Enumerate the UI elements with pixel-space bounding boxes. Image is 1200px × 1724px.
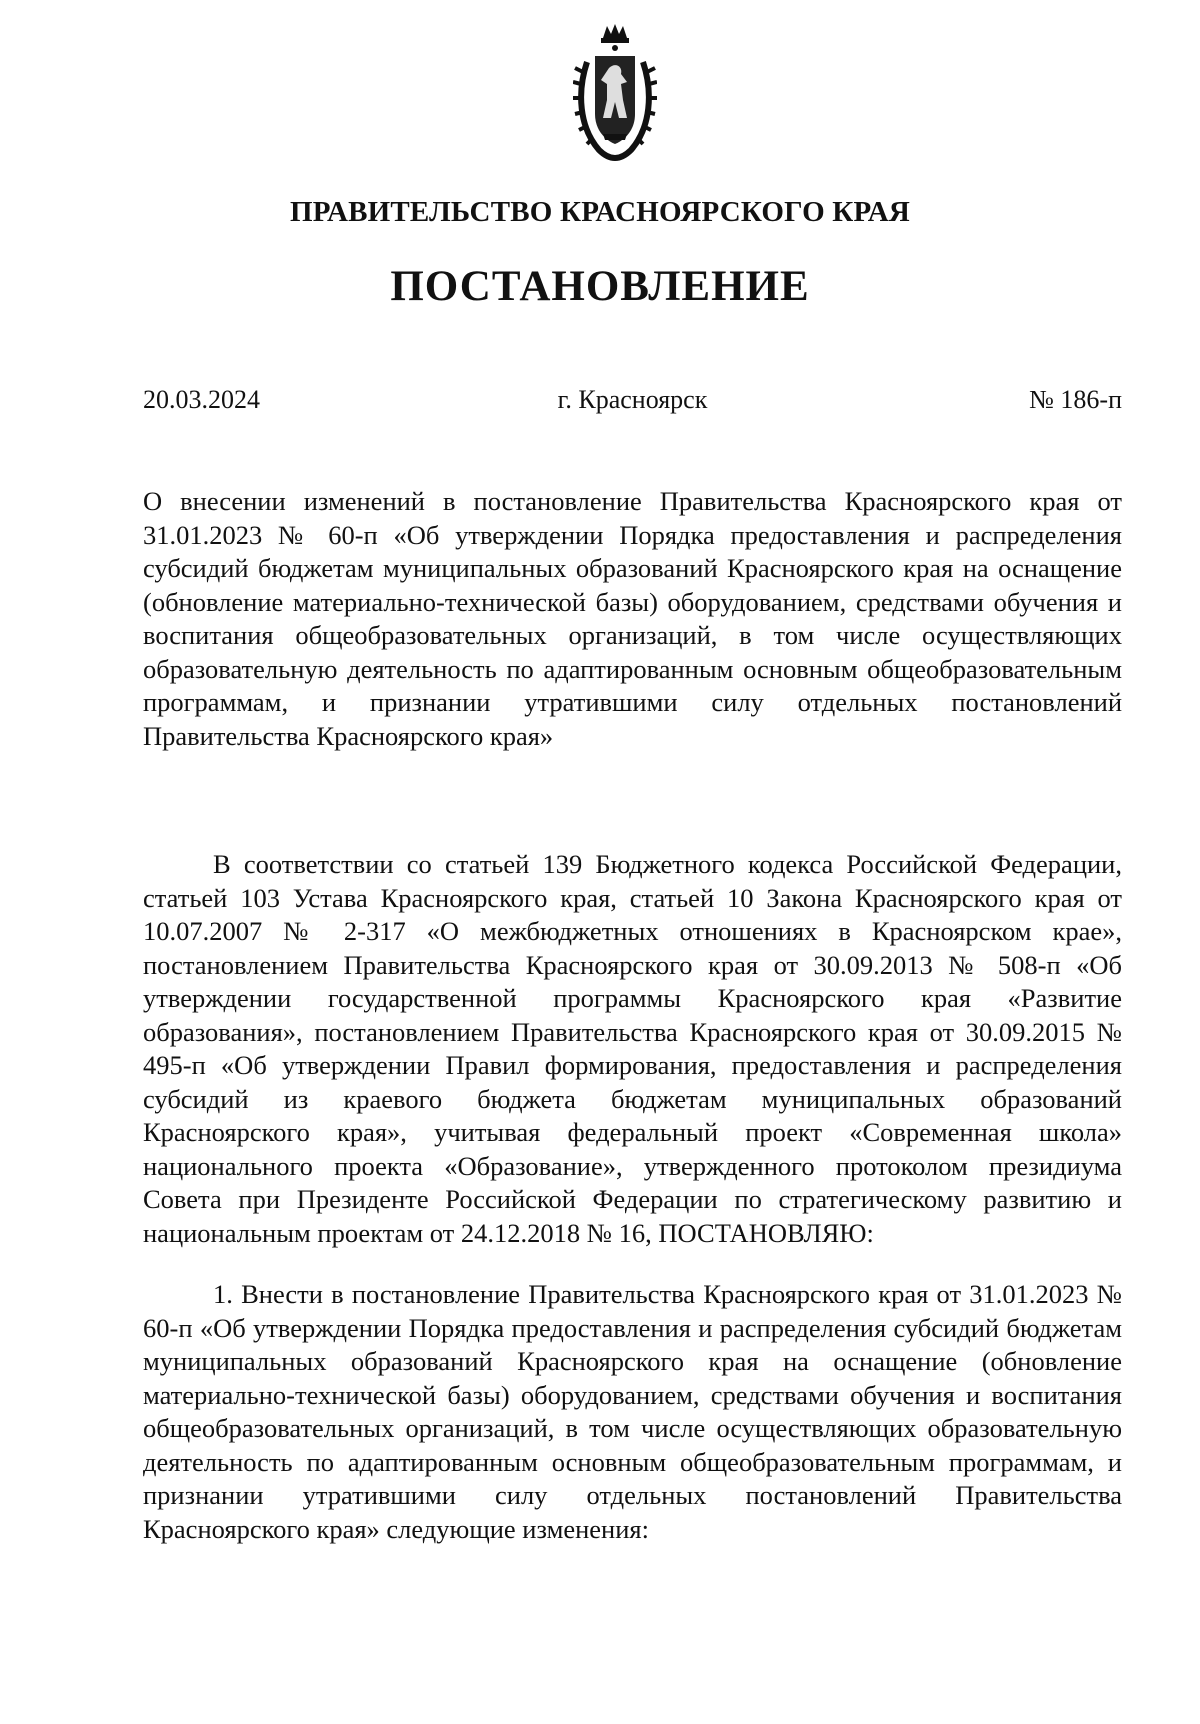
- document-city: г. Красноярск: [557, 385, 708, 414]
- document-date: 20.03.2024: [143, 385, 260, 414]
- document-type-title: ПОСТАНОВЛЕНИЕ: [390, 263, 810, 310]
- document-meta-row: [143, 385, 1122, 421]
- organization-name: ПРАВИТЕЛЬСТВО КРАСНОЯРСКОГО КРАЯ: [289, 196, 911, 228]
- document-number: № 186-п: [1029, 385, 1122, 414]
- coat-of-arms-icon: [573, 22, 657, 162]
- document-item-1: 1. Внести в постановление Правительства Красноярского края от 31.01.2023 № 60-п «Об утверждении Порядка предоставления и распределения субсидий бюджетам муниципальных образований Красноярского края на оснащение (обновление материально-технической базы) оборудованием, средствами обучения и воспитания общеобразовательных организаций, в том числе осуществляющих образовательную деятельность по адаптированным основным общеобразовательным программам, и признании утратившими силу отдельных постановлений Правительства Красноярского края» следующие изменения:: [143, 1279, 1122, 1544]
- document-subject: О внесении изменений в постановление Правительства Красноярского края от 31.01.2023 № 60-п «Об утверждении Порядка предоставления и распределения субсидий бюджетам муниципальных образований Красноярского края на оснащение (обновление материально-технической базы) оборудованием, средствами обучения и воспитания общеобразовательных организаций, в том числе осуществляющих образовательную деятельность по адаптированным основным общеобразовательным программам, и признании утратившими силу отдельных постановлений Правительства Красноярского края»: [143, 486, 1122, 751]
- document-preamble: В соответствии со статьей 139 Бюджетного кодекса Российской Федерации, статьей 103 Устава Красноярского края, статьей 10 Закона Красноярского края от 10.07.2007 № 2-317 «О межбюджетных отношениях в Красноярском крае», постановлением Правительства Красноярского края от 30.09.2013 № 508-п «Об утверждении государственной программы Красноярского края «Развитие образования», постановлением Правительства Красноярского края от 30.09.2015 № 495-п «Об утверждении Правил формирования, предоставления и распределения субсидий из краевого бюджета бюджетам муниципальных образований Красноярского края», учитывая федеральный проект «Современная школа» национального проекта «Образование», утвержденного протоколом президиума Совета при Президенте Российской Федерации по стратегическому развитию и национальным проектам от 24.12.2018 № 16, ПОСТАНОВЛЯЮ:: [143, 849, 1122, 1248]
